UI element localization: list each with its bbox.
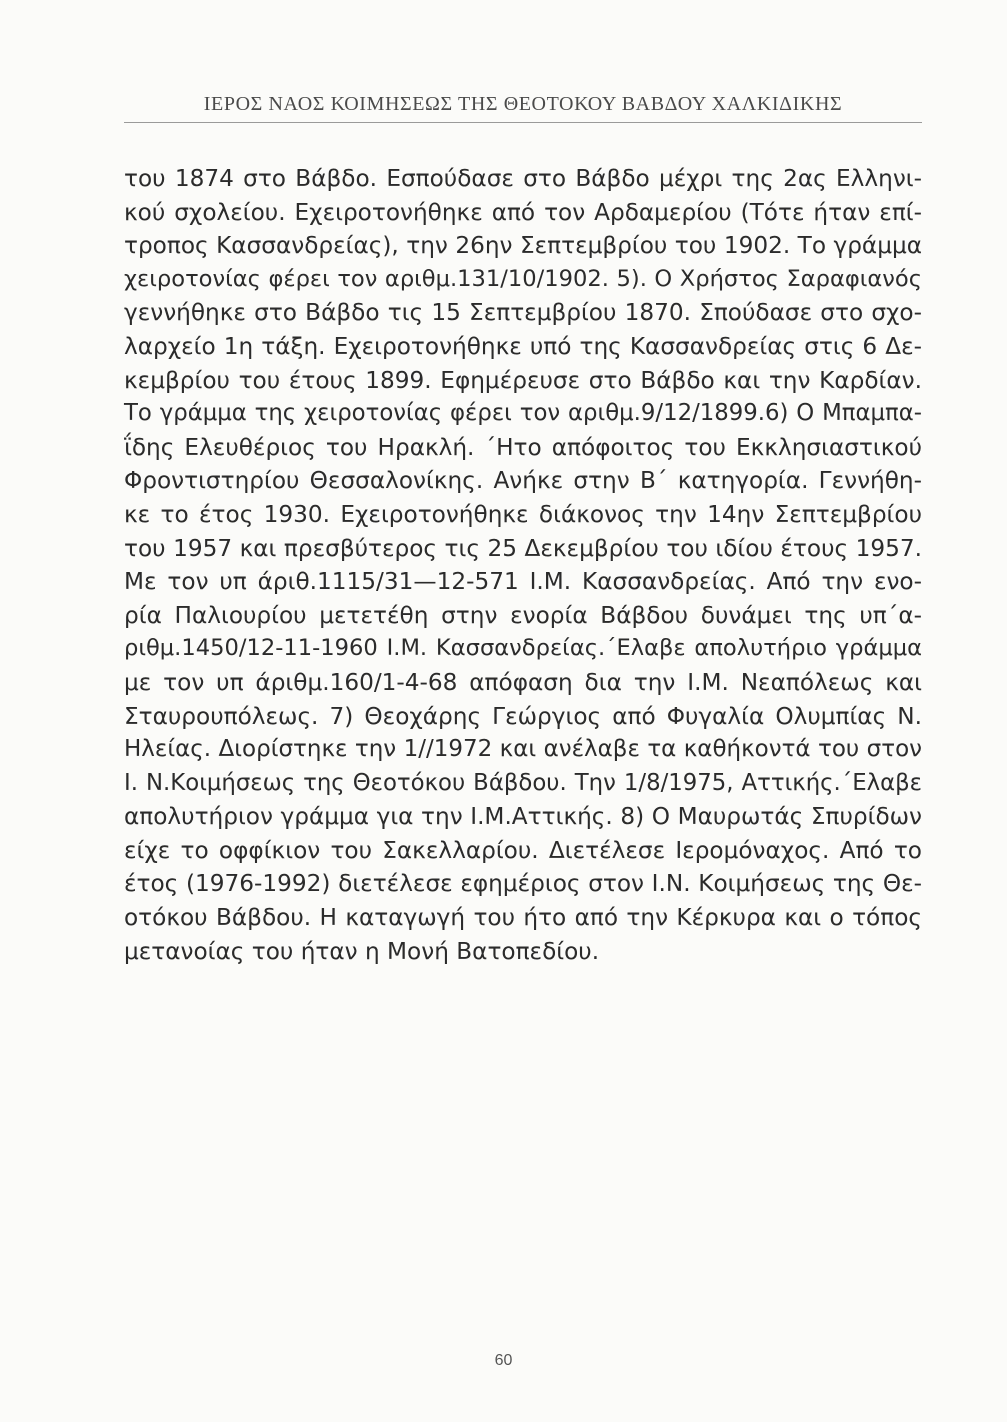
text-line: λαρχείο 1η τάξη. Εχειροτονήθηκε υπό της Κασσανδρείας στις 6 Δε-	[124, 332, 922, 360]
text-line: του 1957 και πρεσβύτερος τις 25 Δεκεμβρίου του ιδίου έτους 1957.	[124, 534, 922, 562]
body-text	[124, 162, 922, 968]
header-title: ΙΕΡΟΣ ΝΑΟΣ ΚΟΙΜΗΣΕΩΣ ΤΗΣ ΘΕΟΤΟΚΟΥ ΒΑΒΔΟΥ ΧΑΛΚΙΔΙΚΗΣ	[203, 93, 843, 115]
text-line: Με τον υπ άριθ.1115/31—12-571 Ι.Μ. Κασσανδρείας. Από την ενο-	[124, 568, 922, 596]
text-line: μετανοίας του ήταν η Μονή Βατοπεδίου.	[124, 937, 600, 965]
text-line: ΐδης Ελευθέριος του Ηρακλή. ΄Ητο απόφοιτος του Εκκλησιαστικού	[124, 433, 922, 461]
text-line: Φροντιστηρίου Θεσσαλονίκης. Ανήκε στην Β΄ κατηγορία. Γεννήθη-	[124, 467, 922, 495]
text-line: Σταυρουπόλεως. 7) Θεοχάρης Γεώργιος από Φυγαλία Ολυμπίας Ν.	[124, 702, 922, 730]
text-line: Ηλείας. Διορίστηκε την 1//1972 και ανέλαβε τα καθήκοντά του στον	[124, 736, 922, 763]
text-line: ριθμ.1450/12-11-1960 Ι.Μ. Κασσανδρείας.΄Ελαβε απολυτήριο γράμμα	[124, 635, 922, 662]
running-header	[124, 88, 922, 123]
text-line: Ι. Ν.Κοιμήσεως της Θεοτόκου Βάβδου. Την 1/8/1975, Αττικής.΄Ελαβε	[124, 769, 922, 796]
text-line: κού σχολείου. Εχειροτονήθηκε από τον Αρδαμερίου (Τότε ήταν επί-	[124, 198, 922, 226]
text-line: είχε το οφφίκιον του Σακελλαρίου. Διετέλεσε Ιερομόναχος. Από το	[124, 836, 922, 864]
text-line: κε το έτος 1930. Εχειροτονήθηκε διάκονος την 14ην Σεπτεμβρίου	[124, 500, 922, 528]
text-line: ρία Παλιουρίου μετετέθη στην ενορία Βάβδου δυνάμει της υπ΄α-	[124, 601, 922, 629]
text-line: γεννήθηκε στο Βάβδο τις 15 Σεπτεμβρίου 1870. Σπούδασε στο σχο-	[124, 299, 922, 327]
text-line: Το γράμμα της χειροτονίας φέρει τον αριθμ.9/12/1899.6) Ο Μπαμπα-	[124, 400, 922, 427]
text-line: έτος (1976-1992) διετέλεσε εφημέριος στον Ι.Ν. Κοιμήσεως της Θε-	[124, 870, 922, 898]
text-line: του 1874 στο Βάβδο. Εσπούδασε στο Βάβδο μέχρι της 2ας Ελληνι-	[124, 165, 922, 192]
page-number: 60	[494, 1352, 513, 1369]
text-line: με τον υπ άριθμ.160/1-4-68 απόφαση δια την Ι.Μ. Νεαπόλεως και	[124, 668, 922, 696]
text-line: απολυτήριον γράμμα για την Ι.Μ.Αττικής. 8) Ο Μαυρωτάς Σπυρίδων	[124, 803, 922, 831]
text-line: κεμβρίου του έτους 1899. Εφημέρευσε στο Βάβδο και την Καρδίαν.	[124, 366, 922, 394]
text-line: τροπος Κασσανδρείας), την 26ην Σεπτεμβρίου του 1902. Το γράμμα	[124, 232, 922, 260]
text-line: οτόκου Βάβδου. Η καταγωγή του ήτο από την Κέρκυρα και ο τόπος	[124, 904, 922, 932]
text-line: χειροτονίας φέρει τον αριθμ.131/10/1902. 5). Ο Χρήστος Σαραφιανός	[124, 265, 922, 292]
